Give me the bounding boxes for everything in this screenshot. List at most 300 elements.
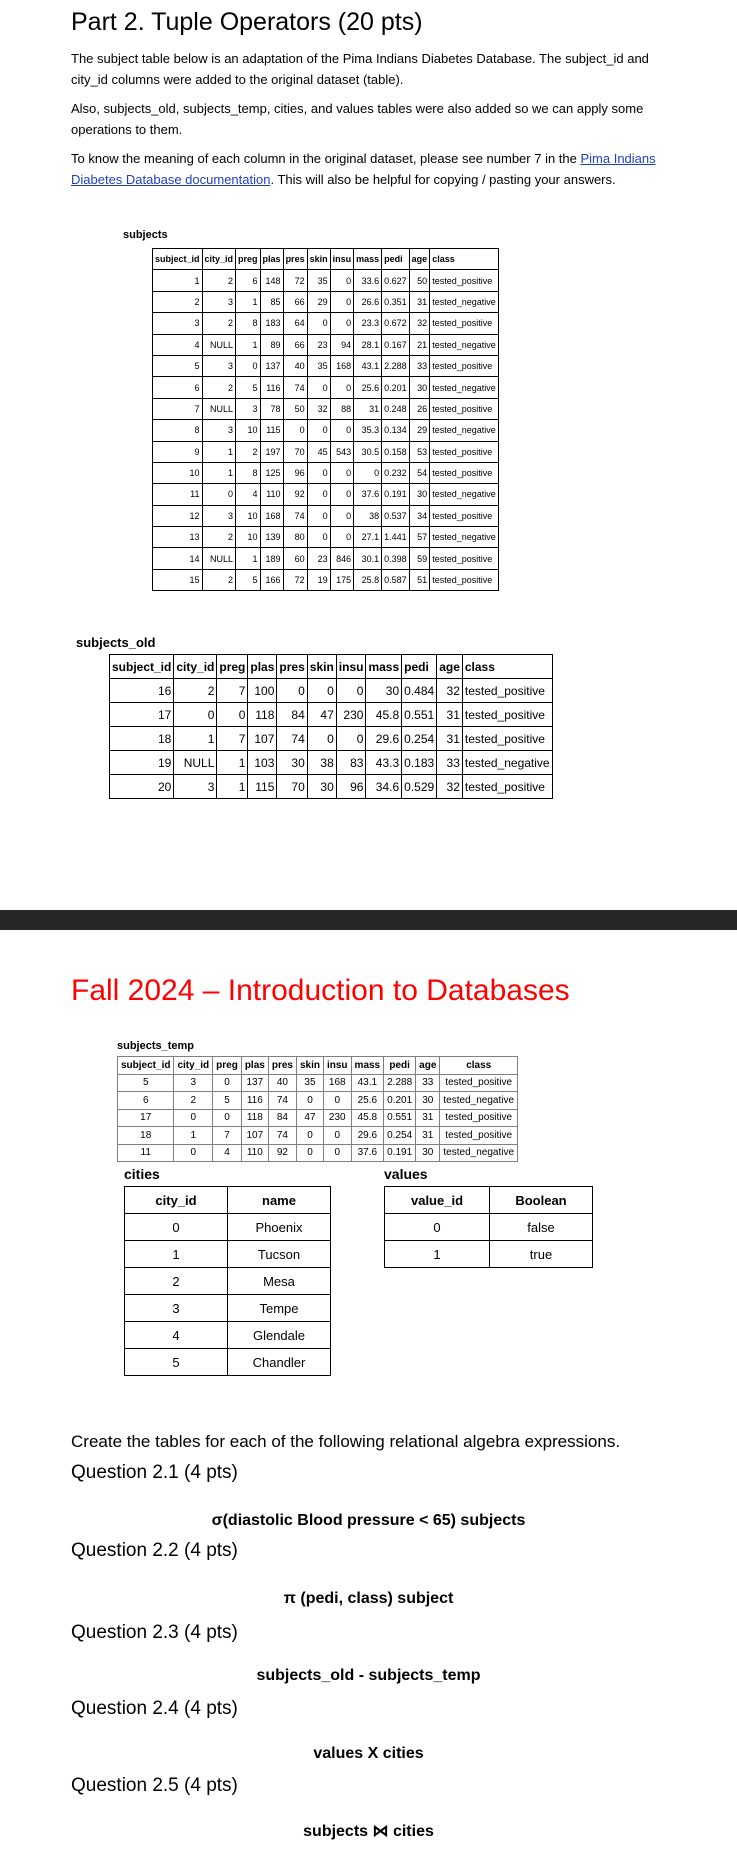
table-cell: 103 <box>248 751 277 775</box>
table-cell: 0 <box>174 1144 213 1162</box>
table-cell: 85 <box>260 291 283 312</box>
table-cell: 29.6 <box>366 727 402 751</box>
table-cell: 0 <box>277 679 307 703</box>
table-cell: 0.587 <box>382 569 410 590</box>
table-cell: 47 <box>296 1109 323 1127</box>
table-cell: 37.6 <box>354 484 382 505</box>
table-cell: 31 <box>437 703 463 727</box>
table-cell: 28.1 <box>354 334 382 355</box>
table-cell: 30 <box>416 1144 440 1162</box>
question-2-3-expression: subjects_old - subjects_temp <box>256 1667 481 1684</box>
table-cell: 33 <box>437 751 463 775</box>
table-cell: 31 <box>416 1127 440 1145</box>
page-1 <box>0 0 737 910</box>
table-cell: 0.529 <box>402 775 437 799</box>
table-cell: tested_positive <box>462 703 552 727</box>
table-cell: 89 <box>260 334 283 355</box>
table-cell: tested_positive <box>462 727 552 751</box>
table-cell: 31 <box>416 1109 440 1127</box>
header-row <box>110 655 553 679</box>
table-cell: 30.1 <box>354 548 382 569</box>
column-header: subject_id <box>118 1057 174 1075</box>
table-cell: 70 <box>277 775 307 799</box>
subjects-table <box>152 248 499 591</box>
intro-paragraph-2: Also, subjects_old, subjects_temp, cities, and values tables were also added so we can apply some operations to them. <box>71 101 644 137</box>
table-cell: 3 <box>202 505 236 526</box>
table-cell: 2 <box>202 377 236 398</box>
table-cell: 2 <box>202 527 236 548</box>
table-cell: 84 <box>277 703 307 727</box>
column-header: name <box>228 1187 331 1214</box>
table-cell: 11 <box>153 484 203 505</box>
table-cell: 50 <box>409 270 430 291</box>
table-cell: 53 <box>409 441 430 462</box>
table-cell: tested_positive <box>430 548 499 569</box>
table-cell: 0.232 <box>382 462 410 483</box>
question-2-5-expression: subjects ⋈ cities <box>303 1823 434 1840</box>
table-cell: 0.158 <box>382 441 410 462</box>
column-header: age <box>437 655 463 679</box>
table-row <box>153 313 499 334</box>
column-header: subject_id <box>110 655 174 679</box>
question-2-1-label: Question 2.1 (4 pts) <box>71 1462 238 1483</box>
table-cell: 1 <box>385 1241 490 1268</box>
table-cell: 5 <box>236 377 261 398</box>
table-cell: 543 <box>330 441 354 462</box>
table-cell: 74 <box>283 505 307 526</box>
table-cell: 3 <box>174 775 217 799</box>
column-header: city_id <box>174 655 217 679</box>
table-cell: 8 <box>236 313 261 334</box>
table-cell: 0.254 <box>402 727 437 751</box>
table-cell: 0 <box>330 484 354 505</box>
table-cell: 10 <box>236 527 261 548</box>
table-cell: 18 <box>118 1127 174 1145</box>
header-row <box>385 1187 593 1214</box>
table-cell: 0.254 <box>384 1127 416 1145</box>
table-cell: 0 <box>330 462 354 483</box>
table-cell: 0.183 <box>402 751 437 775</box>
table-cell: 25.8 <box>354 569 382 590</box>
table-cell: tested_negative <box>462 751 552 775</box>
table-cell: 43.3 <box>366 751 402 775</box>
table-cell: Mesa <box>228 1268 331 1295</box>
table-cell: 7 <box>217 679 248 703</box>
table-row <box>153 505 499 526</box>
table-cell: tested_positive <box>440 1074 518 1092</box>
table-cell: 0 <box>323 1144 351 1162</box>
table-row <box>118 1074 518 1092</box>
table-cell: 0 <box>330 377 354 398</box>
table-cell: 74 <box>283 377 307 398</box>
table-row <box>153 484 499 505</box>
table-cell: NULL <box>174 751 217 775</box>
table-cell: 34 <box>409 505 430 526</box>
table-cell: 1 <box>202 462 236 483</box>
table-cell: 30 <box>307 775 336 799</box>
column-header: plas <box>260 249 283 270</box>
table-cell: 100 <box>248 679 277 703</box>
table-cell: 59 <box>409 548 430 569</box>
table-cell: 1 <box>236 291 261 312</box>
table-cell: 92 <box>268 1144 296 1162</box>
column-header: city_id <box>202 249 236 270</box>
table-cell: 110 <box>241 1144 268 1162</box>
column-header: class <box>430 249 499 270</box>
table-cell: 29 <box>409 420 430 441</box>
table-cell: 31 <box>437 727 463 751</box>
table-cell: 3 <box>174 1074 213 1092</box>
column-header: preg <box>213 1057 242 1075</box>
table-cell: NULL <box>202 548 236 569</box>
table-cell: 0 <box>385 1214 490 1241</box>
table-cell: 0.551 <box>402 703 437 727</box>
header-row <box>118 1057 518 1075</box>
table-row <box>125 1241 331 1268</box>
table-cell: 0.191 <box>384 1144 416 1162</box>
table-cell: 40 <box>283 355 307 376</box>
table-cell: 32 <box>437 679 463 703</box>
table-cell: 0 <box>330 420 354 441</box>
table-row <box>110 775 553 799</box>
table-cell: 0 <box>125 1214 228 1241</box>
table-cell: tested_negative <box>430 484 499 505</box>
table-cell: 0 <box>307 527 330 548</box>
table-cell: tested_positive <box>430 313 499 334</box>
table-cell: 70 <box>283 441 307 462</box>
table-cell: 0 <box>307 377 330 398</box>
table-cell: 0 <box>330 527 354 548</box>
table-cell: 2 <box>153 291 203 312</box>
table-cell: 0 <box>330 313 354 334</box>
table-cell: 0.672 <box>382 313 410 334</box>
table-cell: 3 <box>236 398 261 419</box>
table-cell: 30 <box>277 751 307 775</box>
table-cell: 20 <box>110 775 174 799</box>
table-row <box>125 1214 331 1241</box>
table-cell: 230 <box>323 1109 351 1127</box>
table-cell: 66 <box>283 291 307 312</box>
question-2-2-expression: π (pedi, class) subject <box>283 1590 454 1607</box>
table-cell: 19 <box>110 751 174 775</box>
table-cell: 116 <box>241 1092 268 1110</box>
table-cell: 5 <box>118 1074 174 1092</box>
table-cell: 64 <box>283 313 307 334</box>
table-cell: 25.6 <box>351 1092 384 1110</box>
table-cell: 38 <box>307 751 336 775</box>
table-cell: 23 <box>307 548 330 569</box>
table-cell: 0.537 <box>382 505 410 526</box>
table-cell: 35 <box>307 270 330 291</box>
table-row <box>153 291 499 312</box>
table-cell: 37.6 <box>351 1144 384 1162</box>
table-cell: 31 <box>409 291 430 312</box>
table-cell: tested_positive <box>462 775 552 799</box>
table-row <box>153 527 499 548</box>
table-row <box>153 270 499 291</box>
table-cell: 25.6 <box>354 377 382 398</box>
table-row <box>153 569 499 590</box>
table-cell: 35.3 <box>354 420 382 441</box>
question-2-5-label: Question 2.5 (4 pts) <box>71 1775 238 1796</box>
table-cell: 54 <box>409 462 430 483</box>
table-cell: 0 <box>307 727 336 751</box>
table-row <box>118 1109 518 1127</box>
table-cell: 0.134 <box>382 420 410 441</box>
table-cell: 4 <box>153 334 203 355</box>
column-header: pedi <box>382 249 410 270</box>
table-cell: 43.1 <box>351 1074 384 1092</box>
table-cell: 0.201 <box>384 1092 416 1110</box>
column-header: subject_id <box>153 249 203 270</box>
table-cell: 30.5 <box>354 441 382 462</box>
table-cell: 0 <box>283 420 307 441</box>
table-cell: 0 <box>336 679 366 703</box>
table-cell: 0 <box>354 462 382 483</box>
table-cell: 137 <box>260 355 283 376</box>
table-cell: 107 <box>241 1127 268 1145</box>
table-cell: tested_positive <box>440 1109 518 1127</box>
question-2-2-label: Question 2.2 (4 pts) <box>71 1540 238 1561</box>
table-cell: 14 <box>153 548 203 569</box>
table-cell: tested_positive <box>430 441 499 462</box>
table-cell: 197 <box>260 441 283 462</box>
table-cell: tested_negative <box>440 1092 518 1110</box>
instructions: Create the tables for each of the following relational algebra expressions. <box>71 1432 621 1451</box>
column-header: preg <box>236 249 261 270</box>
table-cell: Tempe <box>228 1295 331 1322</box>
subjects-temp-table <box>117 1056 518 1162</box>
table-cell: 96 <box>283 462 307 483</box>
table-cell: 1 <box>236 548 261 569</box>
column-header: age <box>416 1057 440 1075</box>
table-row <box>153 441 499 462</box>
column-header: skin <box>307 249 330 270</box>
table-row <box>153 548 499 569</box>
table-cell: 32 <box>437 775 463 799</box>
table-cell: 0.248 <box>382 398 410 419</box>
table-cell: 35 <box>296 1074 323 1092</box>
table-cell: 8 <box>236 462 261 483</box>
table-cell: 7 <box>213 1127 242 1145</box>
table-cell: 30 <box>416 1092 440 1110</box>
table-cell: 0.191 <box>382 484 410 505</box>
table-cell: Glendale <box>228 1322 331 1349</box>
column-header: class <box>462 655 552 679</box>
subjects-old-table <box>109 654 553 799</box>
table-cell: 47 <box>307 703 336 727</box>
table-cell: 116 <box>260 377 283 398</box>
table-cell: 107 <box>248 727 277 751</box>
table-cell: 74 <box>277 727 307 751</box>
table-cell: 7 <box>153 398 203 419</box>
table-cell: 148 <box>260 270 283 291</box>
table-row <box>125 1295 331 1322</box>
table-cell: 0 <box>213 1109 242 1127</box>
table-cell: 32 <box>409 313 430 334</box>
intro-text-after: . This will also be helpful for copying / pasting your answers. <box>270 172 616 187</box>
table-cell: 3 <box>125 1295 228 1322</box>
table-cell: 2.288 <box>382 355 410 376</box>
column-header: plas <box>241 1057 268 1075</box>
table-cell: 115 <box>260 420 283 441</box>
table-cell: 166 <box>260 569 283 590</box>
table-cell: 3 <box>153 313 203 334</box>
column-header: city_id <box>174 1057 213 1075</box>
table-cell: 0 <box>174 703 217 727</box>
table-cell: 45.8 <box>351 1109 384 1127</box>
table-cell: 2 <box>174 1092 213 1110</box>
table-cell: 45 <box>307 441 330 462</box>
table-cell: 168 <box>330 355 354 376</box>
table-cell: 32 <box>307 398 330 419</box>
table-cell: 31 <box>354 398 382 419</box>
table-cell: 23.3 <box>354 313 382 334</box>
table-cell: 0 <box>307 484 330 505</box>
table-cell: 0 <box>307 420 330 441</box>
table-cell: 10 <box>153 462 203 483</box>
table-cell: 137 <box>241 1074 268 1092</box>
table-cell: 45.8 <box>366 703 402 727</box>
table-cell: 15 <box>153 569 203 590</box>
table-cell: 40 <box>268 1074 296 1092</box>
table-cell: 2 <box>174 679 217 703</box>
column-header: pedi <box>402 655 437 679</box>
table-cell: 27.1 <box>354 527 382 548</box>
table-row <box>153 398 499 419</box>
intro-text-before: To know the meaning of each column in the original dataset, please see number 7 in the <box>71 151 581 166</box>
column-header: insu <box>330 249 354 270</box>
table-cell: tested_negative <box>430 420 499 441</box>
table-cell: 0 <box>330 291 354 312</box>
table-row <box>385 1241 593 1268</box>
column-header: skin <box>307 655 336 679</box>
table-cell: 0.351 <box>382 291 410 312</box>
table-cell: 29 <box>307 291 330 312</box>
table-cell: 5 <box>125 1349 228 1376</box>
table-cell: 2 <box>202 270 236 291</box>
column-header: age <box>409 249 430 270</box>
table-cell: 88 <box>330 398 354 419</box>
table-cell: 19 <box>307 569 330 590</box>
table-cell: tested_positive <box>430 355 499 376</box>
table-cell: 0 <box>307 462 330 483</box>
table-cell: 9 <box>153 441 203 462</box>
table-cell: 0.484 <box>402 679 437 703</box>
question-2-3-label: Question 2.3 (4 pts) <box>71 1622 238 1643</box>
question-2-4-expression: values X cities <box>313 1745 424 1762</box>
table-cell: 2 <box>202 313 236 334</box>
table-cell: 0.551 <box>384 1109 416 1127</box>
table-cell: tested_negative <box>430 291 499 312</box>
table-cell: 1 <box>202 441 236 462</box>
table-row <box>110 751 553 775</box>
table-cell: 0 <box>296 1092 323 1110</box>
table-cell: 26.6 <box>354 291 382 312</box>
table-cell: 10 <box>236 420 261 441</box>
column-header: pres <box>268 1057 296 1075</box>
table-cell: 846 <box>330 548 354 569</box>
table-cell: true <box>490 1241 593 1268</box>
table-cell: 0 <box>330 270 354 291</box>
subjects-old-table-label: subjects_old <box>76 635 156 650</box>
question-2-1-expression: σ(diastolic Blood pressure < 65) subjects <box>211 1512 526 1529</box>
question-2-4-label: Question 2.4 (4 pts) <box>71 1698 238 1719</box>
table-cell: 2.288 <box>384 1074 416 1092</box>
column-header: city_id <box>125 1187 228 1214</box>
column-header: mass <box>366 655 402 679</box>
table-cell: 3 <box>202 355 236 376</box>
table-cell: tested_positive <box>430 569 499 590</box>
table-cell: 118 <box>248 703 277 727</box>
column-header: insu <box>336 655 366 679</box>
table-cell: 189 <box>260 548 283 569</box>
table-cell: 33 <box>409 355 430 376</box>
table-cell: 183 <box>260 313 283 334</box>
table-cell: 0 <box>323 1127 351 1145</box>
table-cell: 84 <box>268 1109 296 1127</box>
column-header: mass <box>354 249 382 270</box>
table-cell: 57 <box>409 527 430 548</box>
table-cell: tested_negative <box>440 1144 518 1162</box>
page-2 <box>0 930 737 1872</box>
intro-paragraph-1: The subject table below is an adaptation of the Pima Indians Diabetes Database. The subject_id and city_id columns were added to the original dataset (table). <box>71 51 649 87</box>
table-cell: 43.1 <box>354 355 382 376</box>
table-cell: 0.398 <box>382 548 410 569</box>
table-cell: 1 <box>153 270 203 291</box>
table-cell: 0 <box>202 484 236 505</box>
table-row <box>153 462 499 483</box>
table-cell: 17 <box>118 1109 174 1127</box>
table-cell: 0 <box>217 703 248 727</box>
table-cell: Tucson <box>228 1241 331 1268</box>
table-cell: 23 <box>307 334 330 355</box>
table-row <box>110 679 553 703</box>
table-row <box>118 1092 518 1110</box>
column-header: insu <box>323 1057 351 1075</box>
table-cell: 1 <box>174 727 217 751</box>
documentation-link[interactable]: Pima Indians Diabetes Database documentation <box>71 151 656 187</box>
table-cell: 16 <box>110 679 174 703</box>
table-cell: 80 <box>283 527 307 548</box>
table-cell: 96 <box>336 775 366 799</box>
table-cell: 2 <box>202 569 236 590</box>
table-cell: 83 <box>336 751 366 775</box>
table-cell: 72 <box>283 569 307 590</box>
values-table-label: values <box>384 1166 428 1182</box>
table-cell: 3 <box>202 420 236 441</box>
table-row <box>125 1349 331 1376</box>
column-header: Boolean <box>490 1187 593 1214</box>
table-cell: tested_positive <box>430 270 499 291</box>
table-cell: 13 <box>153 527 203 548</box>
table-cell: 38 <box>354 505 382 526</box>
table-row <box>125 1268 331 1295</box>
table-cell: 12 <box>153 505 203 526</box>
table-cell: 8 <box>153 420 203 441</box>
table-cell: 66 <box>283 334 307 355</box>
table-cell: 5 <box>236 569 261 590</box>
table-cell: 26 <box>409 398 430 419</box>
table-cell: 175 <box>330 569 354 590</box>
table-cell: false <box>490 1214 593 1241</box>
table-cell: 21 <box>409 334 430 355</box>
column-header: class <box>440 1057 518 1075</box>
table-cell: 74 <box>268 1092 296 1110</box>
table-cell: 2 <box>236 441 261 462</box>
table-cell: 115 <box>248 775 277 799</box>
column-header: pedi <box>384 1057 416 1075</box>
